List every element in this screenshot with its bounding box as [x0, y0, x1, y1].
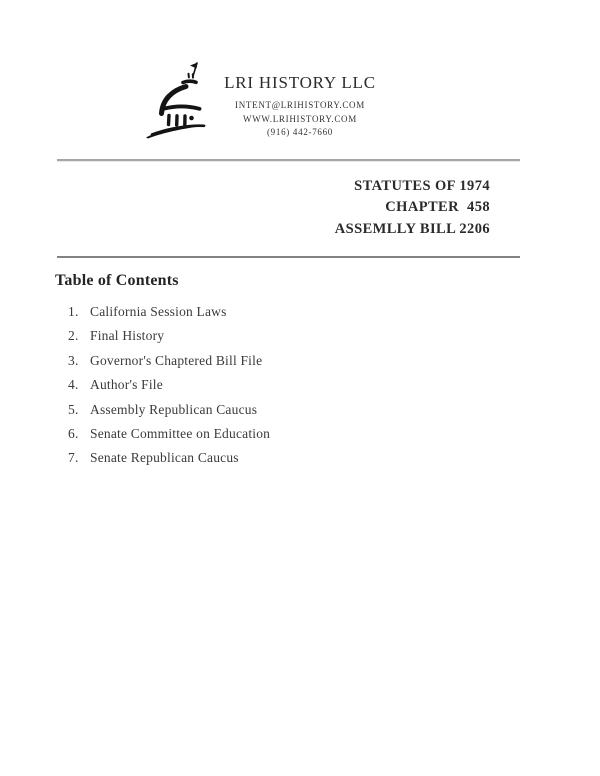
toc-item	[68, 450, 515, 474]
chapter-line: CHAPTER 458	[385, 199, 490, 216]
assembly-bill-line: ASSEMLLY BILL 2206	[334, 220, 490, 237]
toc-item-label: California Session Laws	[90, 304, 227, 319]
bill-reference	[335, 176, 490, 240]
toc-item-label: Senate Republican Caucus	[90, 450, 239, 466]
toc-item	[68, 304, 515, 328]
toc-item-label: Assembly Republican Caucus	[90, 401, 258, 417]
toc-item-number: 4.	[68, 377, 79, 393]
toc-list	[55, 304, 515, 475]
divider-top	[57, 159, 520, 162]
toc-item-label: Senate Committee on Education	[90, 425, 271, 441]
toc-item-label: Final History	[90, 328, 165, 344]
letterhead	[150, 73, 450, 140]
toc-item-number: 3.	[68, 352, 79, 368]
toc-item-label: Governor's Chaptered Bill File	[90, 352, 263, 368]
company-website: WWW.LRIHISTORY.COM	[243, 113, 357, 124]
company-name: LRI HISTORY LLC	[224, 73, 376, 92]
toc-item-label: Author's File	[90, 377, 163, 393]
divider-bottom	[57, 256, 520, 258]
company-email: INTENT@LRIHISTORY.COM	[235, 100, 365, 110]
toc-item	[68, 353, 515, 377]
toc-item-number: 6.	[68, 425, 79, 441]
table-of-contents	[55, 272, 515, 475]
toc-item	[68, 377, 515, 401]
statutes-line: STATUTES OF 1974	[354, 178, 490, 194]
toc-item	[68, 402, 515, 426]
toc-item-number: 5.	[68, 401, 79, 417]
toc-item-number: 2.	[68, 328, 79, 344]
toc-item	[68, 426, 515, 450]
toc-item-number: 1.	[68, 304, 79, 319]
toc-item-number: 7.	[68, 450, 79, 466]
toc-item	[68, 328, 515, 352]
toc-title: Table of Contents	[55, 272, 179, 289]
company-phone: (916) 442-7660	[266, 127, 334, 137]
